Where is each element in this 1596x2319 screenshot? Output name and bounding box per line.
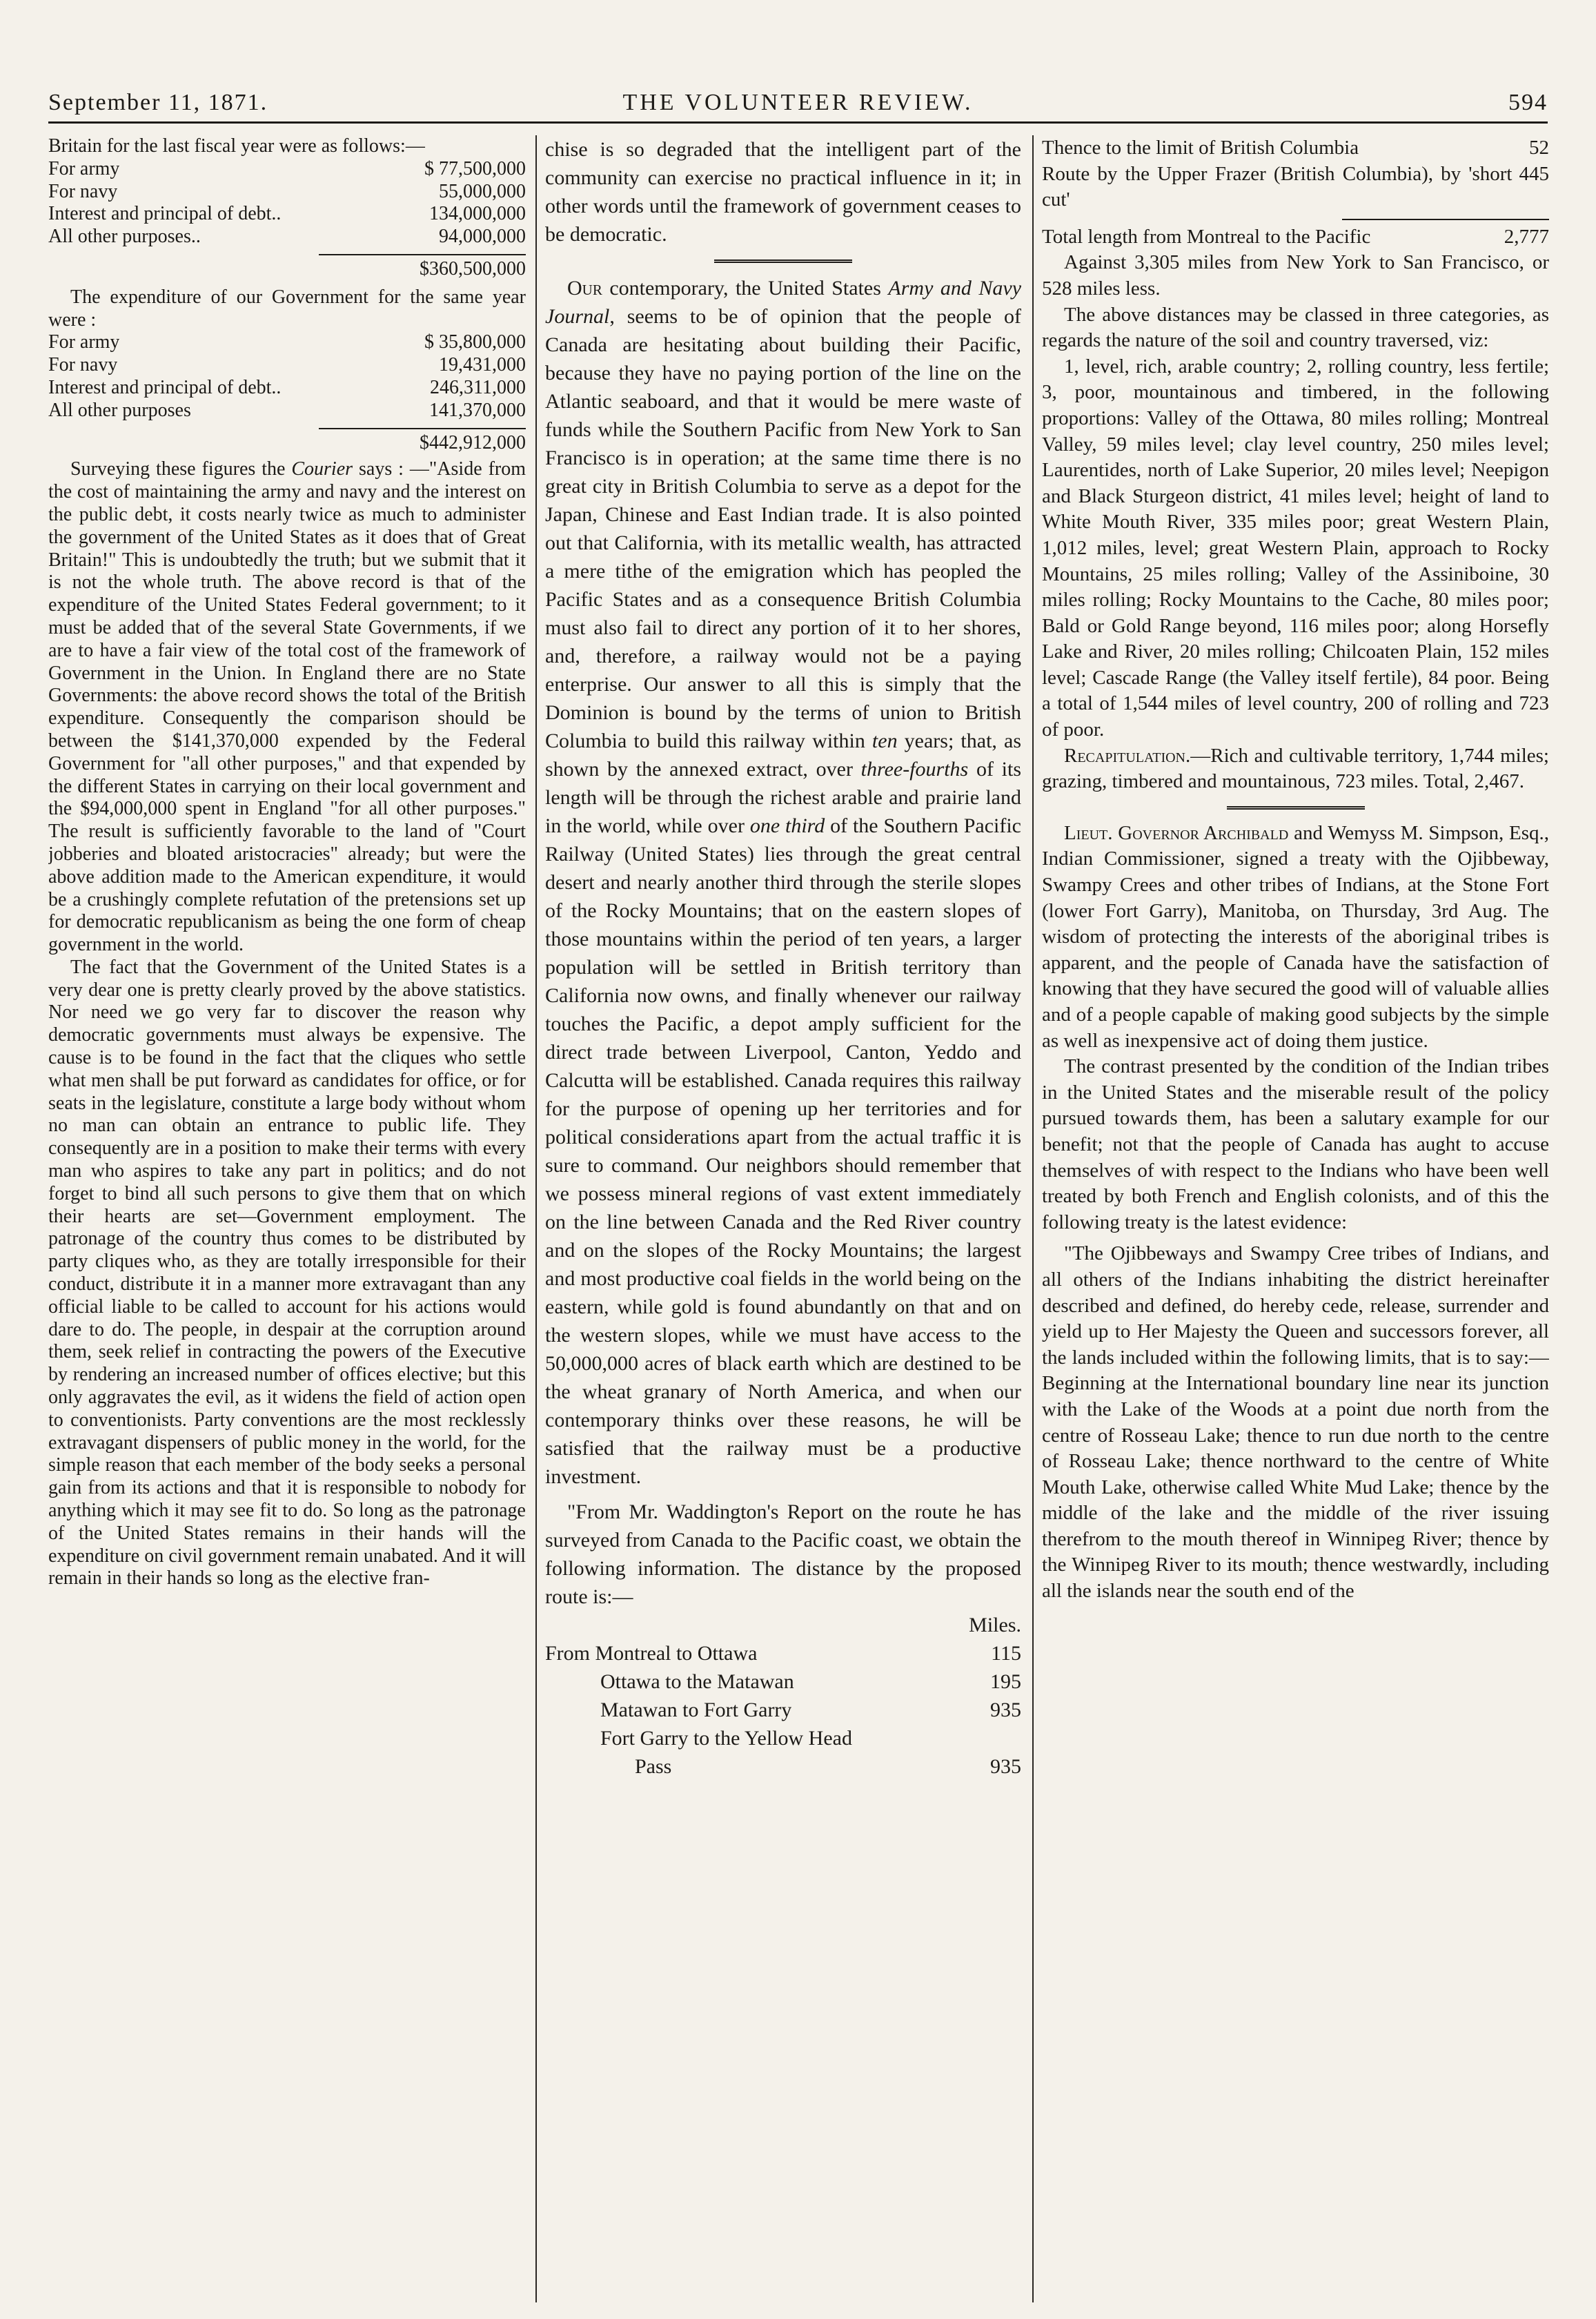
article-paragraph: Our contemporary, the United States Army and Navy Journal, seems to be of opinion that the people of Canada are hesitating about building their Pacific, because they have no paying portion of the line on the Atlantic seaboard, and that it would be mere waste of funds while the Southern Pacific from New York to San Francisco is in operation; at the same time there is no great city in British Columbia to serve as a depot for the Japan, Chinese and East Indian trade. It is also pointed out that California, with its metallic wealth, has attracted a mere tithe of the emigration which has peopled the Pacific States and as a consequence British Columbia must also fail to direct any portion of it to her shores, and, therefore, a railway would not be a paying enterprise. Our answer to all this is simply that the Dominion is bound by the terms of union to British Columbia to build this railway within ten years; that, as shown by the annexed extract, over three-fourths of its length will be through the richest arable and prairie land in the world, while over one third of the Southern Pacific Railway (United States) lies through the great central desert and nearly another third through the sterile slopes of the Rocky Mountains; that on the eastern slopes of those mountains within the period of ten years, a larger population will be settled in British territory than California now owns, and finally whenever our railway touches the Pacific, a depot amply sufficient for the direct trade between Liverpool, Canton, Yeddo and Calcutta will be established. Canada requires this railway for the purpose of opening up her territories and for political considerations apart from the actual traffic it is sure to command. Our neighbors should remember that we possess mineral regions of vast extent immediately on the line between Canada and the Red River country and on the slopes of the Rocky Mountains; the largest and most productive coal fields in the world being on the eastern, while gold is found abundantly on that and on the western slopes, while we must have access to the 50,000,000 acres of black earth which are destined to be the wheat granary of North America, and when our contemporary thinks over these reasons, he will be satisfied that the railway must be a productive investment.	[545, 277, 1021, 1488]
table-row: Interest and principal of debt.. 246,311,000	[48, 376, 526, 398]
table-total: Total length from Montreal to the Pacific 2,777	[1042, 225, 1549, 248]
us-expenditure-intro: The expenditure of our Government for the same year were :	[48, 286, 526, 331]
table-row: Route by the Upper Frazer (British Columbia), by 'short cut' 445	[1042, 162, 1549, 211]
column-1	[48, 135, 526, 2296]
table-row: Fort Garry to the Yellow Head	[600, 1727, 852, 1750]
table-total: $360,500,000	[319, 254, 526, 281]
article-paragraph: 1, level, rich, arable country; 2, rolling country, less fertile; 3, poor, mountainous and timbered, in the following proportions: Valley of the Ottawa, 80 miles rolling; Montreal Valley, 59 miles level; clay level country, 250 miles level; Laurentides, north of Lake Superior, 20 miles level; Neepigon and Black Sturgeon district, 41 miles level; height of land to White Mouth River, 335 miles poor; great Western Plain, 1,012 miles, level; great Western Plain, approach to Rocky Mountains, 25 miles rolling; Valley of the Assiniboine, 30 miles rolling; Rocky Mountains to the Cache, 80 miles poor; Bald or Gold Range beyond, 116 miles poor; along Horsefly Lake and River, 20 miles rolling; Chilcoaten Plain, 152 miles level; Cascade Range (the Valley itself fertile), 84 poor. Being a total of 1,544 miles of level country, 200 of rolling and 723 of poor.	[1042, 355, 1549, 741]
table-header: Miles.	[969, 1614, 1021, 1636]
table-row: Matawan to Fort Garry 935	[600, 1699, 1021, 1721]
section-divider	[714, 260, 852, 263]
article-paragraph: Surveying these figures the Courier says : —"Aside from the cost of maintaining the army and navy and the interest on the public debt, it costs nearly twice as much to administer the government of the United States as it does that of Great Britain!" This is undoubtedly the truth; but we submit that it is not the whole truth. The above record is that of the expenditure of the United States Federal government; to it must be added that of the several State Governments, if we are to have a fair view of the total cost of the framework of Government in the Union. In England there are no State Governments: the above record shows the total of the British expenditure. Consequently the comparison should be between the $141,370,000 expended by the Federal Government for "all other purposes," and that expended by the different States in carrying on their local government and the $94,000,000 spent in England "for all other purposes." The result is sufficiently favorable to the land of "Court jobberies and bloated aristocracies" already; but were the above addition made to the American expenditure, it would be a crushingly complete refutation of the pretensions set up for democratic republicanism as being the one form of cheap government in the world.	[48, 458, 526, 956]
total-rule	[1342, 219, 1549, 220]
table-row: For army $ 35,800,000	[48, 331, 526, 353]
article-paragraph: Recapitulation.—Rich and cultivable territory, 1,744 miles; grazing, timbered and mountainous, 723 miles. Total, 2,467.	[1042, 744, 1549, 793]
article-paragraph: Lieut. Governor Archibald and Wemyss M. Simpson, Esq., Indian Commissioner, signed a treaty with the Ojibbeway, Swampy Crees and other tribes of Indians, at the Stone Fort (lower Fort Garry), Manitoba, on Thursday, 3rd Aug. The wisdom of protecting the interests of the aboriginal tribes is apparent, and the people of Canada have the satisfaction of knowing that they have secured the good will of valuable allies and of a people capable of making good subjects by the simple as well as inexpensive act of doing them justice.	[1042, 821, 1549, 1052]
expenditure-intro: Britain for the last fiscal year were as follows:—	[48, 135, 425, 157]
table-row: Interest and principal of debt.. 134,000,000	[48, 203, 526, 225]
publication-title: THE VOLUNTEER REVIEW.	[622, 90, 974, 115]
column-2	[545, 135, 1021, 2296]
table-row: From Montreal to Ottawa 115	[545, 1642, 1021, 1665]
page-number: 594	[1508, 90, 1548, 115]
article-paragraph: The fact that the Government of the United States is a very dear one is pretty clearly proved by the above statistics. Nor need we go very far to discover the reason why democratic governments must always be expensive. The cause is to be found in the fact that the cliques who settle what men shall be put forward as candidates for office, or for seats in the legislature, constitute a large body without whom no man can obtain an entrance to public life. They consequently are in a position to make their terms with every man who aspires to take any part in politics; and do not forget to bind all such persons to give them that on which their hearts are set—Government employment. The patronage of the country thus comes to be distributed by party cliques who, as they are totally irresponsible for their conduct, distribute it in a manner more extravagant than any official liable to be called to account for his actions would dare to do. The people, in despair at the corruption around them, seek relief in contracting the powers of the Executive by rendering an increased number of offices elective; but this only aggravates the evil, as it widens the field of action open to conventionists. Party conventions are the most recklessly extravagant dispensers of public money in the world, for the simple reason that each member of the body seeks a personal gain from its actions and that it is responsible to nobody for anything which it may see fit to do. So long as the patronage of the United States remains in their hands will the expenditure on civil government remain unabated. And it will remain in their hands so long as the elective fran-	[48, 956, 526, 1589]
route-distance-table	[545, 1639, 1021, 1781]
issue-date: September 11, 1871.	[48, 90, 268, 115]
table-row: For navy 55,000,000	[48, 180, 526, 202]
table-row: Thence to the limit of British Columbia 52	[1042, 137, 1549, 159]
article-paragraph: The contrast presented by the condition of the Indian tribes in the United States and the miserable result of the policy pursued towards them, has been a salutary example for our benefit; not that the people of Canada has aught to accuse themselves of with respect to the Indians who have been well treated by both French and English colonists, and of this the following treaty is the latest evidence:	[1042, 1055, 1549, 1233]
table-row: Pass 935	[635, 1755, 1021, 1778]
table-row: For army $ 77,500,000	[48, 157, 526, 179]
route-distance-table	[1042, 135, 1549, 250]
british-expenditure-table	[48, 158, 526, 281]
table-total: $442,912,000	[319, 428, 526, 455]
column-3	[1042, 135, 1549, 2296]
treaty-quote: "The Ojibbeways and Swampy Cree tribes of Indians, and all others of the Indians inhabiting the district hereinafter described and defined, do hereby cede, release, surrender and yield up to Her Majesty the Queen and successors forever, all the lands included within the following limits, that is to say:—Beginning at the International boundary line near its junction with the Lake of the Woods at a point due north from the centre of Rosseau Lake; thence to run due north to the centre of Rosseau Lake; thence northward to the centre of White Mouth Lake, otherwise called White Mud Lake; thence by the middle of the lake and the middle of the river issuing therefrom to the mouth thereof in Winnipeg River; thence by the Winnipeg River to its mouth; thence westwardly, including all the islands near the south end of the	[1042, 1242, 1549, 1603]
table-row: Ottawa to the Matawan 195	[600, 1670, 1021, 1693]
table-row: For navy 19,431,000	[48, 354, 526, 376]
article-paragraph: chise is so degraded that the intelligent part of the community can exercise no practical influence in it; in other words until the framework of government ceases to be democratic.	[545, 138, 1021, 246]
column-rule	[1032, 135, 1034, 2302]
us-expenditure-table	[48, 331, 526, 454]
table-row: All other purposes.. 94,000,000	[48, 226, 526, 248]
column-rule	[535, 135, 537, 2302]
table-row: All other purposes 141,370,000	[48, 399, 526, 421]
article-paragraph: The above distances may be classed in three categories, as regards the nature of the soil and country traversed, viz:	[1042, 303, 1549, 352]
article-paragraph: "From Mr. Waddington's Report on the route he has surveyed from Canada to the Pacific coast, we obtain the following information. The distance by the proposed route is:—	[545, 1500, 1021, 1608]
article-paragraph: Against 3,305 miles from New York to San Francisco, or 528 miles less.	[1042, 251, 1549, 300]
running-head	[48, 88, 1548, 124]
section-divider	[1227, 806, 1365, 810]
